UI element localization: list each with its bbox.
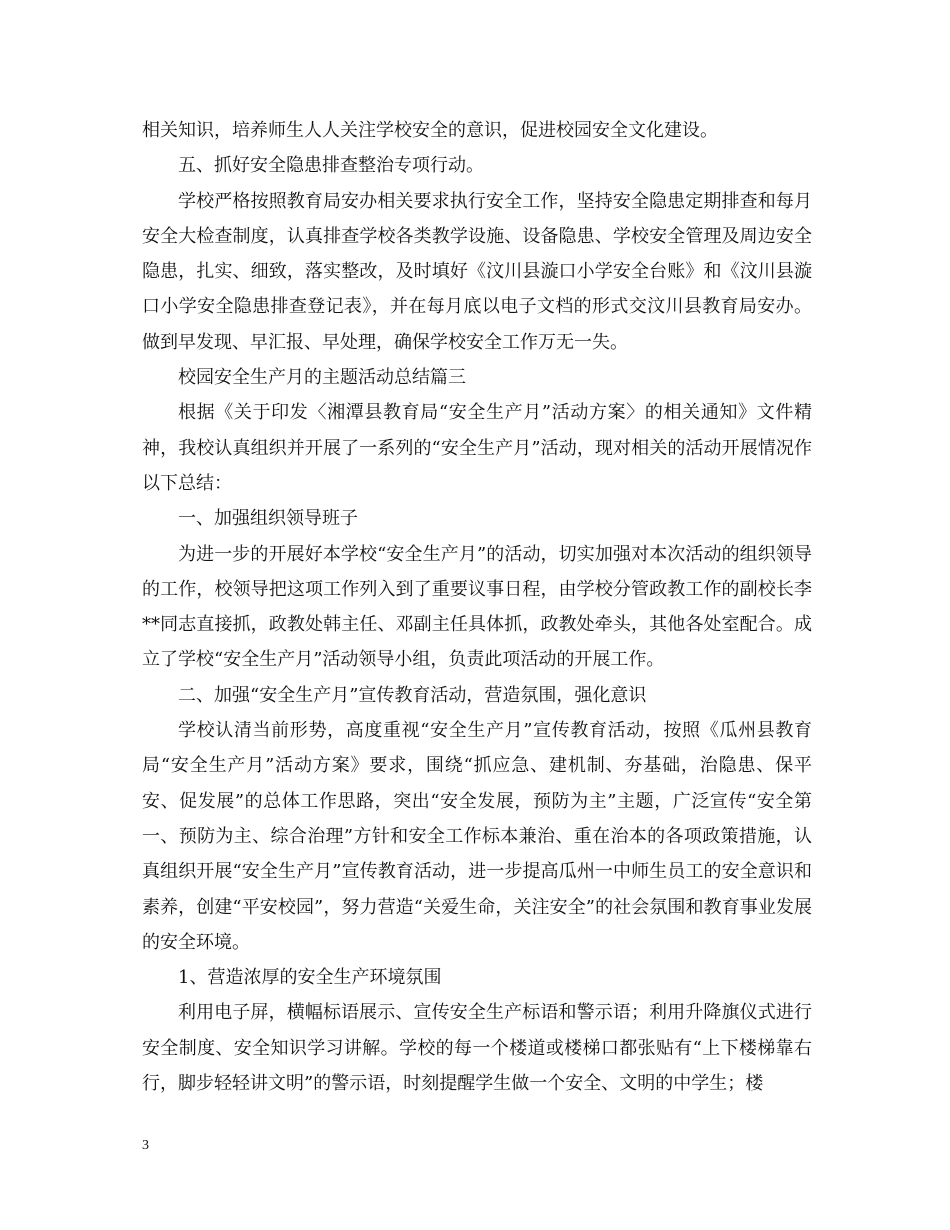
paragraph-publicity: 学校认清当前形势，高度重视“安全生产月”宣传教育活动，按照《瓜州县教育局“安全生产月”活动方案》要求，围绕“抓应急、建机制、夯基础，治隐患、保平安、促发展”的总体工作思路，突出“安全发展，预防为主”主题，广泛宣传“安全第一、预防为主、综合治理”方针和安全工作标本兼治、重在治本的各项政策措施，认真组织开展“安全生产月”宣传教育活动，进一步提高瓜州一中师生员工的安全意识和素养，创建“平安校园”，努力营造“关爱生命，关注安全”的社会氛围和教育事业发展的安全环境。 [142,720,812,953]
paragraph-introduction: 根据《关于印发〈湘潭县教育局“安全生产月”活动方案〉的相关通知》文件精神，我校认真组织并开展了一系列的“安全生产月”活动，现对相关的活动开展情况作以下总结： [142,402,812,494]
section-heading-2: 二、加强“安全生产月”宣传教育活动，营造氛围，强化意识 [178,684,647,706]
paragraph-leadership: 为进一步的开展好本学校“安全生产月”的活动，切实加强对本次活动的组织领导的工作，校领导把这项工作列入到了重要议事日程，由学校分管政教工作的副校长李**同志直接抓，政教处韩主任、邓副主任具体抓，政教处牵头，其他各处室配合。成立了学校“安全生产月”活动领导小组，负责此项活动的开展工作。 [142,543,812,671]
document-body [142,113,812,1101]
section-heading-5: 五、抓好安全隐患排查整治专项行动。 [178,155,484,177]
page-number: 3 [142,1138,149,1153]
section-heading-1: 一、加强组织领导班子 [178,508,358,530]
subsection-heading-1: 1、营造浓厚的安全生产环境氛围 [178,967,442,989]
paragraph-intro-continuation: 相关知识，培养师生人人关注学校安全的意识，促进校园安全文化建设。 [142,120,718,141]
paragraph-environment: 利用电子屏，横幅标语展示、宣传安全生产标语和警示语；利用升降旗仪式进行安全制度、安全知识学习讲解。学校的每一个楼道或楼梯口都张贴有“上下楼梯靠右行，脚步轻轻讲文明”的警示语，时刻提醒学生做一个安全、文明的中学生；楼 [142,1002,812,1095]
article-title-part-3: 校园安全生产月的主题活动总结篇三 [178,367,466,389]
paragraph-hazard-inspection: 学校严格按照教育局安办相关要求执行安全工作，坚持安全隐患定期排查和每月安全大检查制度，认真排查学校各类教学设施、设备隐患、学校安全管理及周边安全隐患，扎实、细致，落实整改，及时填好《汶川县漩口小学安全台账》和《汶川县漩口小学安全隐患排查登记表》，并在每月底以电子文档的形式交汶川县教育局安办。做到早发现、早汇报、早处理，确保学校安全工作万无一失。 [142,190,812,353]
